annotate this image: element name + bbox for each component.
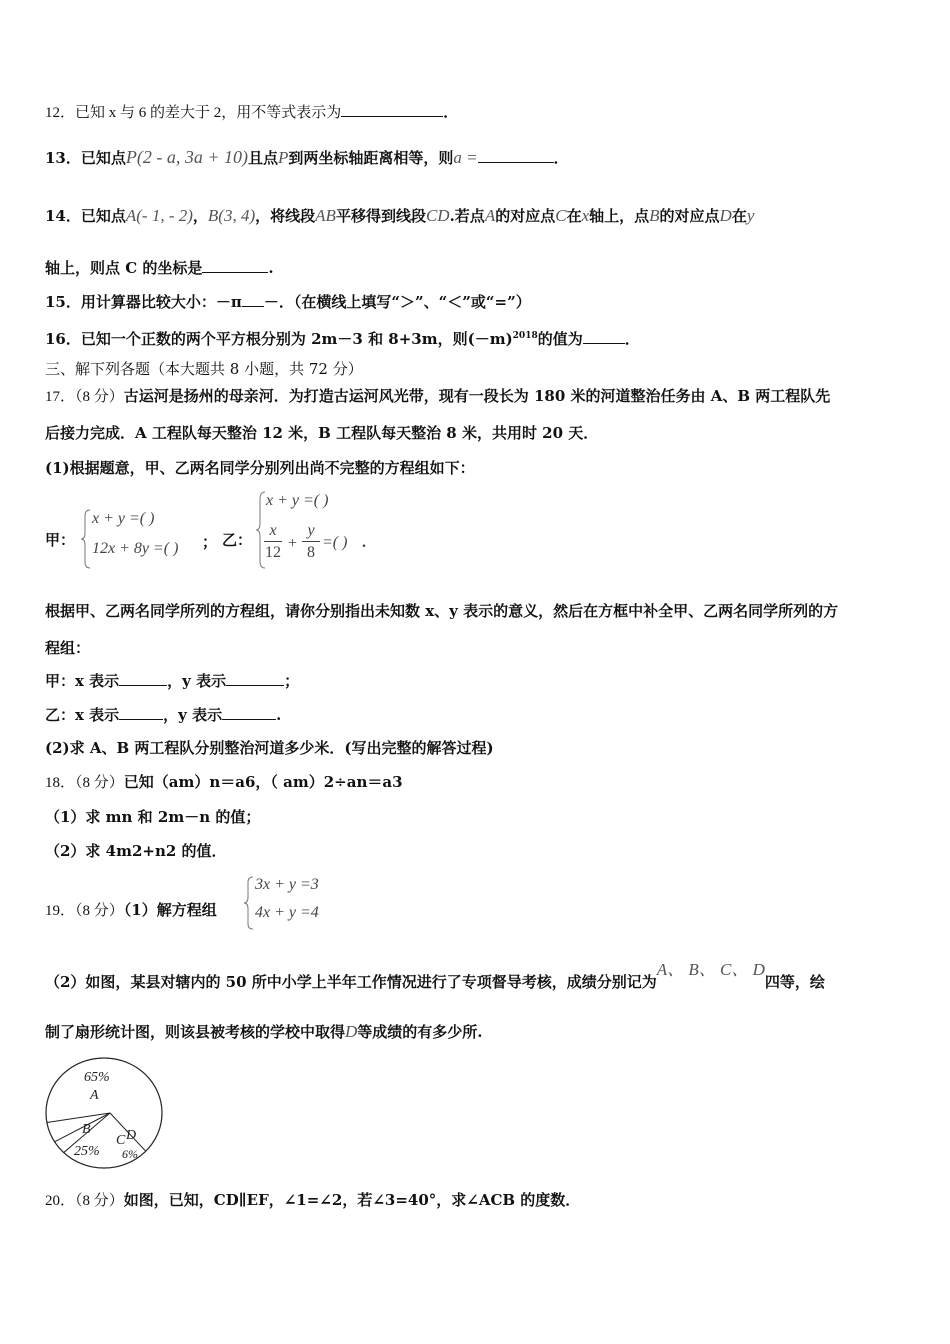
answer-blank xyxy=(583,329,625,344)
question-17: 17．（8 分）古运河是扬州的母亲河．为打造古运河风光带，现有一段长为 180 米的河道整治任务由 A、B 两工程队先 xyxy=(45,387,831,405)
pie-label-A: A xyxy=(90,1088,99,1103)
jia-equation-system: x + y =( ) 12x + 8y =( ) xyxy=(92,510,179,557)
jia-meaning: 甲：x 表示 ，y 表示 ； xyxy=(45,672,300,690)
pie-label-A-percent: 65% xyxy=(84,1070,110,1085)
answer-blank xyxy=(119,705,163,720)
question-18-part2: （2）求 4m2+n2 的值． xyxy=(45,842,227,860)
answer-blank xyxy=(202,258,268,273)
pie-label-B-percent: 25% xyxy=(74,1144,100,1159)
question-19-part2: （2）如图，某县对辖内的 50 所中小学上半年工作情况进行了专项督导考核，成绩分别记为A、 B、 C、 D四等，绘 xyxy=(45,960,825,991)
fraction-y-8: y 8 xyxy=(300,522,322,566)
question-18: 18．（8 分）已知（am）n＝a6，（ am）2÷an＝a3 xyxy=(45,773,403,791)
answer-blank xyxy=(478,148,554,163)
question-19-part2-line2: 制了扇形统计图，则该县被考核的学校中取得D等成绩的有多少所. xyxy=(45,1022,483,1041)
fraction-x-12: x 12 xyxy=(265,522,281,561)
jia-label: 甲： xyxy=(45,531,76,549)
pie-chart xyxy=(40,1055,172,1175)
yi-label: 乙： xyxy=(222,531,253,549)
question-15: 15．用计算器比较大小：－π －．（在横线上填写“＞”、“＜”或“=”） xyxy=(45,293,531,311)
section-heading: 三、解下列各题（本大题共 8 小题，共 72 分） xyxy=(45,360,363,378)
question-13: 13．已知点P(2 - a, 3a + 10)且点P到两坐标轴距离相等，则a = ． xyxy=(45,147,569,167)
question-20: 20．（8 分）如图，已知，CD∥EF，∠1=∠2，若∠3=40°，求∠ACB 的度数． xyxy=(45,1191,581,1209)
pie-label-C: C xyxy=(116,1133,126,1148)
answer-blank xyxy=(242,292,264,307)
question-17-instruction: 根据甲、乙两名同学所列的方程组，请你分别指出未知数 x、y 表示的意义，然后在方框中补全甲、乙两名同学所列的方 xyxy=(45,602,839,620)
question-17-line2: 后接力完成．A 工程队每天整治 12 米，B 工程队每天整治 8 米，共用时 20 天． xyxy=(45,424,599,442)
question-18-part1: （1）求 mn 和 2m－n 的值； xyxy=(45,808,261,826)
question-14-line2: 轴上，则点 C 的坐标是 . xyxy=(45,259,274,277)
answer-blank xyxy=(341,102,443,117)
q19-equation-system: 3x + y =3 4x + y =4 xyxy=(255,876,319,921)
question-19: 19．（8 分）（1）解方程组 xyxy=(45,901,217,919)
yi-equation-system: x + y =( ) x 12 + y 8 =( ) . xyxy=(266,492,386,572)
pie-label-D: D xyxy=(126,1128,137,1143)
question-14: 14．已知点A(- 1, - 2)，B(3, 4)，将线段AB平移得到线段CD.若点A的对应点C在x轴上，点B的对应点D在y xyxy=(45,206,755,225)
answer-blank xyxy=(226,671,284,686)
yi-meaning: 乙：x 表示 ，y 表示 . xyxy=(45,706,282,724)
pie-label-B: B xyxy=(82,1122,91,1137)
exam-page: 12．已知 x 与 6 的差大于 2，用不等式表示为 ． 13．已知点P(2 - a, 3a + 10)且点P到两坐标轴距离相等，则a = ． 14．已知点A(- 1, - 2)，B(3, 4)，将线段AB平移得到线段CD.若点A的对应点C在x轴上，点B的对应点D在y 轴上，则点 C 的坐标是 . 15．用计算器比较大小：－π －．（在横线上填写“＞”、“＜”或“=”） 16．已知一个正数的两个平方根分别为 2m－3 和 8+3m，则$(-m)^{2018}$的值为 ． 三、解下列各题（本大题共 8 小题，共 72 分） 17．（8 分）古运河是扬州的母亲河．为打造古运河风光带，现有一段长为 180 米的河道整治任务由 A、B 两工程队先 后接力完成．A 工程队每天整治 12 米，B 工程队每天整治 8 米，共用时 20 天． (1)根据题意，甲、乙两名同学分别列出尚不完整的方程组如下： 甲： x + y =( ) 12x + 8y =( ) ； 乙： x + y =( ) x 12 + y 8 =( ) . 根据甲、乙两名同学所列的方程组，请你分别指出未知数 x、y 表示的意义，然后在方框中补全甲、乙两名同学所列的方 程组： 甲：x 表示 ，y 表示 ； 乙：x 表示 ，y 表示 . (2)求 A、B 两工程队分别整治河道多少米．(写出完整的解答过程) 18．（8 分）已知（am）n＝a6，（ am）2÷an＝a3 （1）求 mn 和 2m－n 的值； （2）求 4m2+n2 的值． 19．（8 分）（1）解方程组 3x + y =3 4x + y =4 （2）如图，某县对辖内的 50 所中小学上半年工作情况进行了专项督导考核，成绩分别记为A、 B、 C、 D四等，绘 制了扇形统计图，则该县被考核的学校中取得D等成绩的有多少所. 65% A B 25% C D 6% 20．（8 分）如图，已知，CD∥EF，∠1=∠2，若∠3=40°，求∠ACB 的度数． xyxy=(0,0,950,1344)
answer-blank xyxy=(119,671,167,686)
question-16: 16．已知一个正数的两个平方根分别为 2m－3 和 8+3m，则$(-m)^{2018}$的值为 ． xyxy=(45,330,640,348)
answer-blank xyxy=(222,705,276,720)
pie-label-D-percent: 6% xyxy=(122,1147,138,1161)
question-17-part1: (1)根据题意，甲、乙两名同学分别列出尚不完整的方程组如下： xyxy=(45,459,475,477)
question-12: 12．已知 x 与 6 的差大于 2，用不等式表示为 ． xyxy=(45,103,459,121)
question-17-instruction-2: 程组： xyxy=(45,639,91,657)
question-17-part2: (2)求 A、B 两工程队分别整治河道多少米．(写出完整的解答过程) xyxy=(45,739,494,757)
